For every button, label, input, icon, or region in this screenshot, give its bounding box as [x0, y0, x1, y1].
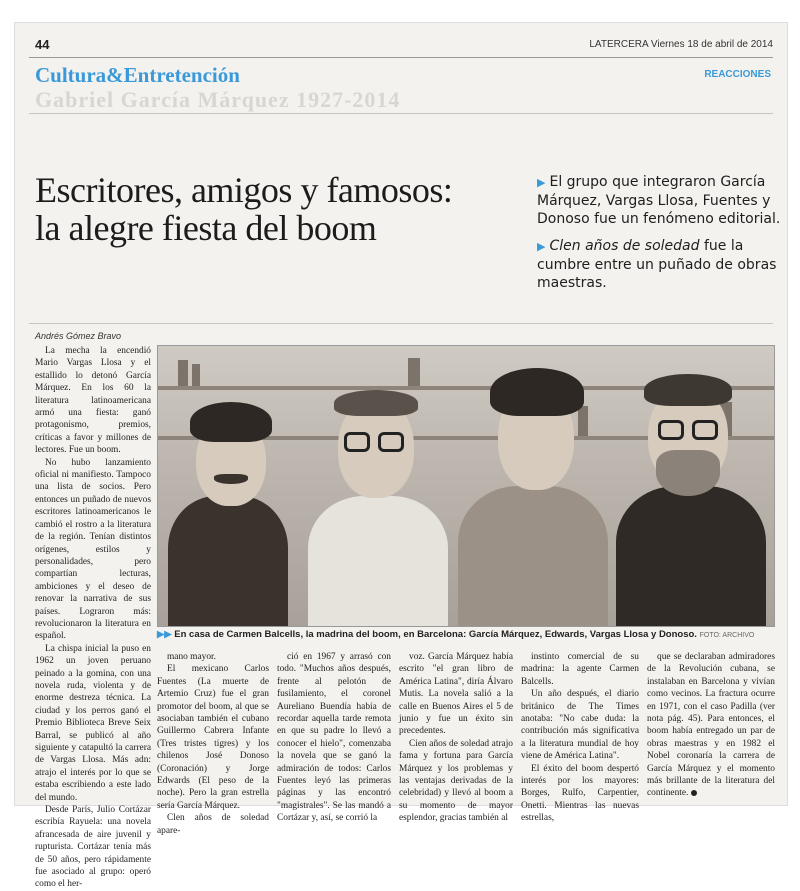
person-garcia-marquez: [158, 346, 308, 626]
article-column-2: [157, 651, 269, 836]
headline-line-1: Escritores, amigos y famosos:: [35, 170, 453, 210]
article-column-5: [521, 651, 639, 824]
paragraph: Cien años de soledad atrajo fama y fortuna para García Márquez y los problemas y las ventajas derivadas de la celebridad) y llevó al boom a su momento de mayor esplendor, gracias también al: [399, 738, 513, 824]
deck-2-book-title: Clen años de soledad: [549, 238, 700, 254]
jacket: [168, 496, 288, 626]
double-arrow-icon: ▶▶: [157, 629, 172, 640]
end-mark-icon: [691, 790, 697, 796]
group-photo: [157, 345, 775, 627]
divider: [29, 323, 773, 324]
article-column-3: [277, 651, 391, 824]
hair: [644, 374, 732, 406]
deck-2-text: fue la cumbre entre un puñado de obras maestras.: [537, 238, 777, 291]
hair: [490, 368, 584, 416]
paragraph: mano mayor.: [167, 652, 216, 662]
divider: [29, 113, 773, 114]
paragraph: Desde París, Julio Cortázar escribía Rayuela: una novela afrancesada de aire juvenil y rupturista. Cortázar tenía más de 50 años, pero rápidamente fue asociado al grupo: operó como el her-: [35, 805, 151, 890]
bleed-through-title: Gabriel García Márquez 1927-2014: [35, 87, 401, 112]
paragraph: [647, 651, 775, 800]
shirt: [308, 496, 448, 626]
article-column-1: [35, 345, 151, 890]
paragraph: La mecha la encendió Mario Vargas Llosa y el estallido lo detonó García Márquez. En los 60 la literatura latinoamericana armó una fiesta: ganó protagonismo, premios, críticas a favor y millones de lectores. Fue un boom.: [35, 346, 151, 456]
glasses-left-icon: [344, 432, 370, 452]
paragraph: Clen años de soledad apare-: [157, 813, 269, 836]
beard: [656, 450, 720, 496]
deck-1: [537, 173, 782, 228]
paragraph: No hubo lanzamiento oficial ni manifiesto. Tampoco una lista de socios. Pero entonces un puñado de nuevos escritores latinoamericanos le cambió el rostro a la literatura de la región. Tenían distintos orígenes, estilos y personalidades, pero compartían lecturas, ambiciones y el deseo de renovar la narrativa de sus países. Lograron más: revolucionaron la literatura en español.: [35, 457, 151, 642]
glasses-left-icon: [658, 420, 684, 440]
paragraph: El éxito del boom despertó interés por los mayores: Borges, Rulfo, Carpentier, Onetti. Mientras las nuevas estrellas,: [521, 763, 639, 824]
page-number: 44: [35, 37, 50, 52]
article-column-6: [647, 651, 775, 803]
deck-1-text: El grupo que integraron García Márquez, Vargas Llosa, Fuentes y Donoso fue un fenómeno editorial.: [537, 174, 781, 227]
photo-credit: FOTO: ARCHIVO: [699, 632, 755, 639]
glasses-right-icon: [378, 432, 404, 452]
sweater: [616, 486, 766, 626]
triangle-bullet-icon: ▶: [537, 240, 546, 253]
hair: [334, 390, 418, 416]
mustache: [214, 474, 248, 484]
person-vargas-llosa: [448, 346, 618, 626]
article-column-4: [399, 651, 513, 824]
reactions-link[interactable]: REACCIONES: [704, 69, 771, 80]
byline: Andrés Gómez Bravo: [35, 331, 122, 341]
section-title: Cultura&Entretención: [35, 63, 240, 87]
paragraph: La chispa inicial la puso en 1962 un joven peruano peinado a la gomina, con una novela ruda, violenta y de enorme destreza técnica. La ciudad y los perros ganó el Premio Biblioteca Breve Seix Barral, se publicó al año siguiente y catapultó la carrera de Vargas Llosa. Más adn: atrajo el interés por lo que se estaba escribiendo a este lado del mundo.: [35, 643, 151, 803]
divider: [29, 57, 773, 58]
paragraph: instinto comercial de su madrina: la agente Carmen Balcells.: [521, 652, 639, 687]
plaid-shirt: [458, 486, 608, 626]
person-edwards: [298, 346, 458, 626]
paragraph: voz. García Márquez había escrito "el gran libro de América Latina", diría Álvaro Mutis. La novela salió a la calle en Buenos Aires el 5 de junio y fue un éxito sin precedentes.: [399, 652, 513, 737]
caption-text: En casa de Carmen Balcells, la madrina del boom, en Barcelona: García Márquez, Edwards, Vargas Llosa y Donoso.: [174, 629, 697, 640]
paragraph: ció en 1967 y arrasó con todo. "Muchos años después, frente al pelotón de fusilamiento, el coronel Aureliano Buendía había de recordar aquella tarde remota en que su padre lo llevó a conocer el hielo", comenzaba la novela que se ganó la admiración de todos: Carlos Fuentes leyó las primeras páginas y las encontró "magistrales". Se las mandó a Cortázar y, así, se corrió la: [277, 652, 391, 824]
newspaper-page: [14, 22, 788, 890]
triangle-bullet-icon: ▶: [537, 176, 546, 189]
masthead-date: LATERCERA Viernes 18 de abril de 2014: [589, 39, 773, 50]
glasses-right-icon: [692, 420, 718, 440]
paragraph: El mexicano Carlos Fuentes (La muerte de Artemio Cruz) fue el gran promotor del boom, al que se asociaban también el cubano Guillermo Cabrera Infante (Tres tristes tigres) y los chilenos José Donoso (Coronación) y Jorge Edwards (El peso de la noche). Pero la gran estrella sería García Márquez.: [157, 664, 269, 811]
paragraph-text: que se declaraban admiradores de la Revolución cubana, se instalaban en Barcelona y vivían como vecinos. La fractura ocurre en 1971, con el caso Padilla (ver nota pág. 45). Para entonces, el boom había entregado un par de obras maestras y en 1982 el Nobel coronaría la carrera de García Márquez y el momento más brillante de la literatura del continente.: [647, 652, 775, 799]
photo-caption: [157, 629, 773, 640]
headline-line-2: la alegre fiesta del boom: [35, 208, 377, 248]
headline: [35, 171, 515, 247]
hair: [190, 402, 272, 442]
paragraph: Un año después, el diario británico de The Times anotaba: "No cabe duda: la contribución más significativa a la literatura mundial de hoy viene de América Latina".: [521, 689, 639, 762]
deck-2: [537, 237, 782, 292]
person-donoso: [608, 346, 774, 626]
